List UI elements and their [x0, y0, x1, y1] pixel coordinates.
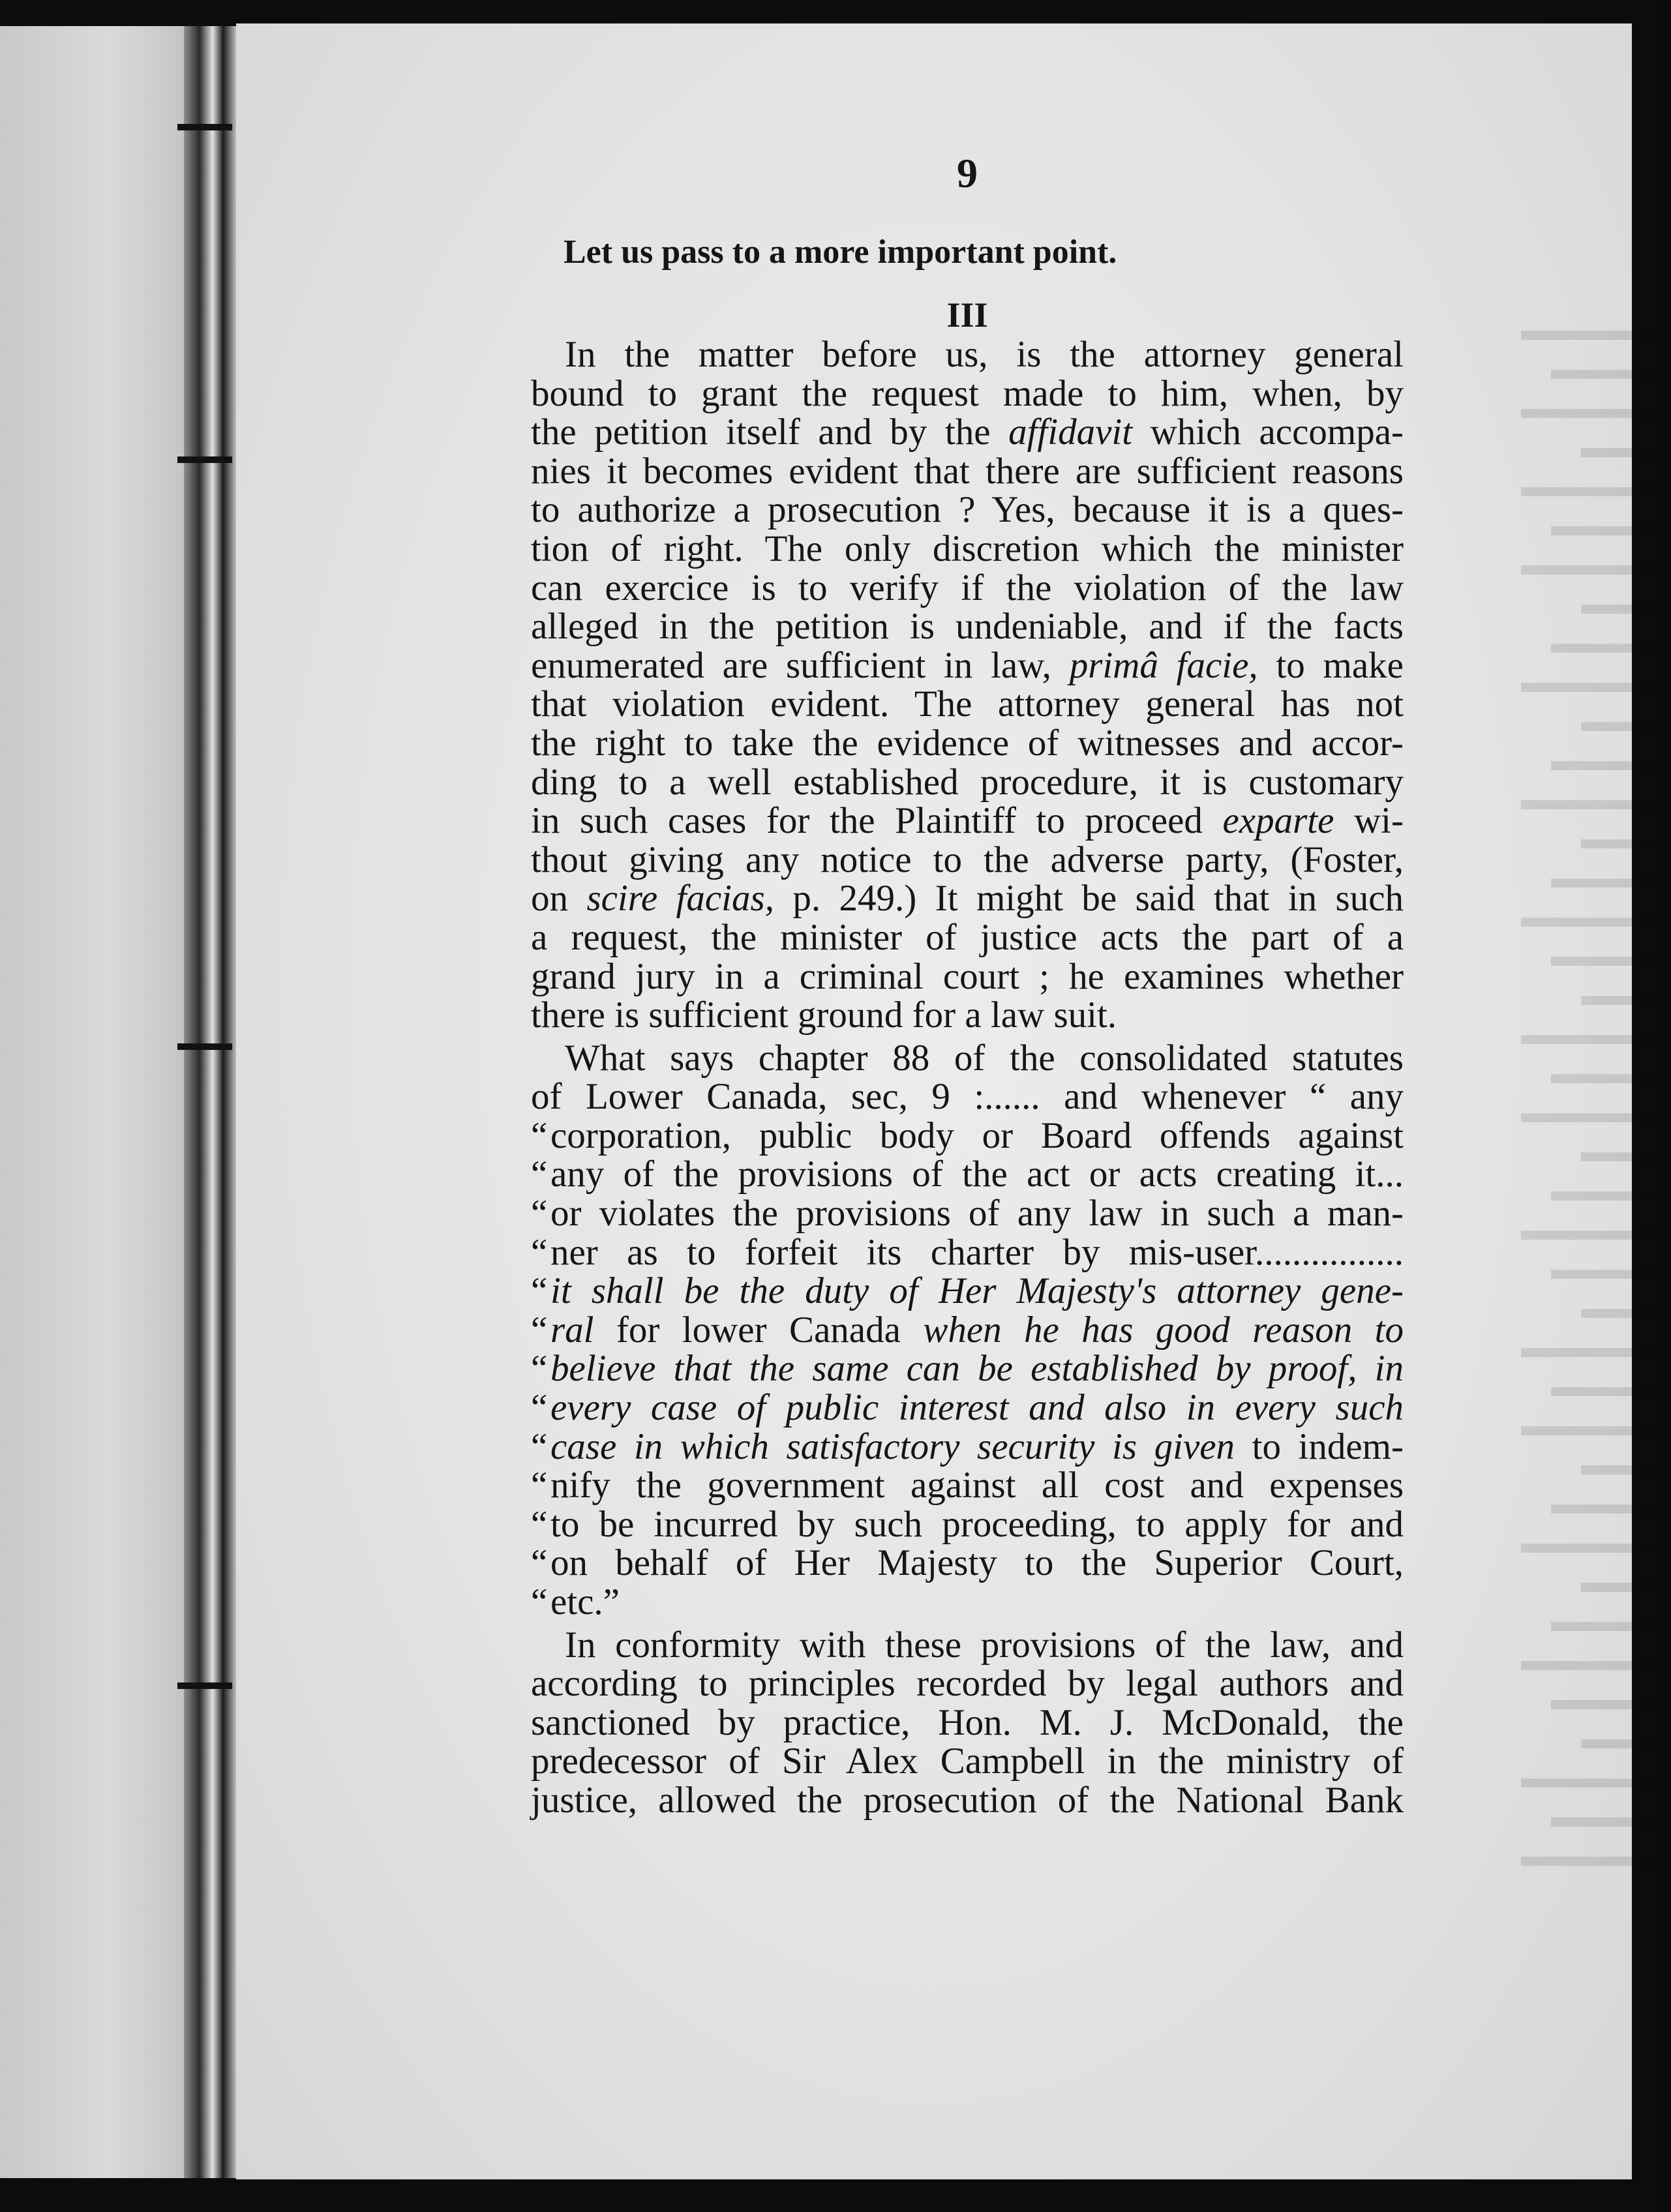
- text-line: [531, 1742, 1404, 1781]
- text-line: [531, 801, 1404, 841]
- text-segment: tion of right. The only discretion which the minister: [531, 528, 1404, 569]
- text-line: [531, 763, 1404, 802]
- text-line: [531, 1116, 1404, 1156]
- text-line: [531, 685, 1404, 724]
- text-segment: nify the government against all cost and expenses: [550, 1465, 1404, 1506]
- text-segment: enumerated are sufficient in law,: [531, 644, 1070, 686]
- page-number: 9: [957, 150, 978, 196]
- text-line: [531, 1349, 1404, 1388]
- binding-stitch: [177, 124, 232, 130]
- text-segment: ner as to forfeit its charter by mis-user................: [550, 1231, 1404, 1273]
- text-segment: ding to a well established procedure, it is customary: [531, 761, 1404, 803]
- quote-mark: “: [531, 1270, 548, 1312]
- text-line: [531, 1583, 1404, 1622]
- italic-text: primâ facie,: [1069, 644, 1258, 686]
- text-line: [531, 1272, 1404, 1311]
- text-segment: etc.”: [550, 1581, 620, 1622]
- text-segment: thout giving any notice to the adverse party, (Foster,: [531, 839, 1404, 880]
- text-segment: In conformity with these provisions of the law, and: [565, 1624, 1404, 1666]
- text-line: [531, 413, 1404, 452]
- text-segment: justice, allowed the prosecution of the National Bank: [531, 1779, 1404, 1821]
- text-line: [531, 1703, 1404, 1742]
- text-segment: on: [531, 878, 587, 919]
- text-line: [531, 607, 1404, 646]
- binding-stitch: [177, 1682, 232, 1689]
- quote-mark: “: [531, 1114, 548, 1156]
- paragraph: [531, 1039, 1404, 1622]
- page-text: [531, 147, 1404, 1820]
- text-segment: wi-: [1334, 800, 1404, 842]
- text-line: [531, 1311, 1404, 1350]
- text-segment: to make: [1257, 644, 1404, 686]
- body-text: [531, 335, 1404, 1820]
- text-line: [531, 374, 1404, 413]
- paragraph: [531, 1626, 1404, 1820]
- italic-text: scire facias,: [586, 878, 774, 919]
- text-line: [531, 1233, 1404, 1272]
- text-segment: which accompa-: [1132, 411, 1404, 453]
- italic-text: it shall be the duty of Her Majesty's attorney gene-: [550, 1270, 1404, 1312]
- text-line: [531, 1664, 1404, 1703]
- quote-mark: “: [531, 1309, 548, 1351]
- text-line: [531, 1077, 1404, 1116]
- text-segment: on behalf of Her Majesty to the Superior Court,: [550, 1542, 1404, 1584]
- binding-stitch: [177, 1043, 232, 1050]
- text-line: [531, 841, 1404, 880]
- text-line: [531, 1505, 1404, 1544]
- italic-text: case in which satisfactory security is given: [550, 1426, 1235, 1467]
- text-line: [531, 1466, 1404, 1505]
- quote-mark: “: [531, 1193, 548, 1234]
- text-segment: a request, the minister of justice acts the part of a: [531, 916, 1404, 958]
- text-segment: corporation, public body or Board offends against: [550, 1114, 1404, 1156]
- quote-mark: “: [531, 1348, 548, 1390]
- text-line: [531, 1781, 1404, 1820]
- italic-text: ral: [550, 1309, 594, 1351]
- text-segment: alleged in the petition is undeniable, and if the facts: [531, 606, 1404, 648]
- text-line: [531, 724, 1404, 763]
- text-segment: predecessor of Sir Alex Campbell in the ministry of: [531, 1741, 1404, 1782]
- show-through-texture: ▬▬▬▬▬ ▬▬▬▬ ▬▬▬▬▬ ▬▬▬ ▬▬▬▬▬ ▬▬▬▬ ▬▬▬▬▬ ▬▬▬ ▬▬▬▬ ▬▬▬▬▬ ▬▬▬ ▬▬▬▬ ▬▬▬▬▬ ▬▬▬ ▬▬▬▬ ▬▬▬▬▬ ▬▬▬▬ ▬▬▬ ▬▬▬▬▬ ▬▬▬▬ ▬▬▬▬▬ ▬▬▬ ▬▬▬▬ ▬▬▬▬▬ ▬▬▬▬ ▬▬▬ ▬▬▬▬▬ ▬▬▬▬ ▬▬▬▬▬ ▬▬▬ ▬▬▬▬ ▬▬▬▬▬ ▬▬▬ ▬▬▬▬ ▬▬▬▬▬ ▬▬▬▬ ▬▬▬ ▬▬▬▬▬ ▬▬▬▬ ▬▬▬▬▬: [1521, 313, 1671, 1872]
- text-segment: or violates the provisions of any law in such a man-: [550, 1193, 1404, 1234]
- lead-sentence: Let us pass to a more important point.: [564, 233, 1117, 271]
- text-segment: in such cases for the Plaintiff to proceed: [531, 800, 1223, 842]
- text-segment: the petition itself and by the: [531, 411, 1009, 453]
- text-line: [531, 1427, 1404, 1467]
- book-gutter: [184, 26, 236, 2178]
- italic-text: affidavit: [1008, 411, 1133, 453]
- text-line: [531, 1155, 1404, 1194]
- italic-text: when he has good reason to: [923, 1309, 1404, 1351]
- text-segment: sanctioned by practice, Hon. M. J. McDonald, the: [531, 1701, 1404, 1743]
- text-segment: to indem-: [1235, 1426, 1404, 1467]
- text-line: [531, 918, 1404, 957]
- binding-stitch: [177, 456, 232, 463]
- text-segment: for lower Canada: [594, 1309, 924, 1351]
- text-segment: according to principles recorded by legal authors and: [531, 1663, 1404, 1705]
- quote-mark: “: [531, 1387, 548, 1429]
- text-line: [531, 996, 1404, 1035]
- text-line: [531, 646, 1404, 685]
- text-line: [531, 452, 1404, 491]
- quote-mark: “: [531, 1154, 548, 1195]
- text-segment: of Lower Canada, sec, 9 :...... and whenever “ any: [531, 1076, 1404, 1118]
- text-line: [531, 1626, 1404, 1665]
- quote-mark: “: [531, 1426, 548, 1467]
- text-segment: p. 249.) It might be said that in such: [774, 878, 1404, 919]
- text-segment: there is sufficient ground for a law suit.: [531, 994, 1117, 1036]
- quote-mark: “: [531, 1542, 548, 1584]
- text-segment: that violation evident. The attorney general has not: [531, 683, 1404, 725]
- text-line: [531, 879, 1404, 918]
- text-line: [531, 490, 1404, 530]
- italic-text: every case of public interest and also in every such: [550, 1387, 1404, 1429]
- quote-mark: “: [531, 1465, 548, 1506]
- italic-text: exparte: [1222, 800, 1334, 842]
- quote-mark: “: [531, 1231, 548, 1273]
- text-segment: to authorize a prosecution ? Yes, because it is a ques-: [531, 489, 1404, 531]
- text-line: [531, 1194, 1404, 1233]
- text-line: [531, 1544, 1404, 1583]
- text-segment: nies it becomes evident that there are sufficient reasons: [531, 450, 1404, 492]
- text-line: [531, 1039, 1404, 1078]
- text-line: [531, 1388, 1404, 1427]
- text-segment: to be incurred by such proceeding, to apply for and: [550, 1503, 1404, 1545]
- paragraph: [531, 335, 1404, 1035]
- text-segment: What says chapter 88 of the consolidated statutes: [565, 1037, 1404, 1079]
- text-segment: bound to grant the request made to him, when, by: [531, 372, 1404, 414]
- section-heading: III: [946, 295, 988, 335]
- text-segment: any of the provisions of the act or acts creating it...: [550, 1154, 1404, 1195]
- text-segment: In the matter before us, is the attorney general: [565, 334, 1404, 375]
- text-line: [531, 957, 1404, 996]
- text-segment: grand jury in a criminal court ; he examines whether: [531, 955, 1404, 997]
- text-segment: can exercice is to verify if the violation of the law: [531, 567, 1404, 608]
- text-line: [531, 530, 1404, 569]
- text-line: [531, 335, 1404, 374]
- text-segment: the right to take the evidence of witnesses and accor-: [531, 722, 1404, 764]
- italic-text: believe that the same can be established by proof, in: [550, 1348, 1404, 1390]
- quote-mark: “: [531, 1503, 548, 1545]
- facing-page-edge: [0, 26, 184, 2178]
- quote-mark: “: [531, 1581, 548, 1622]
- text-line: [531, 569, 1404, 608]
